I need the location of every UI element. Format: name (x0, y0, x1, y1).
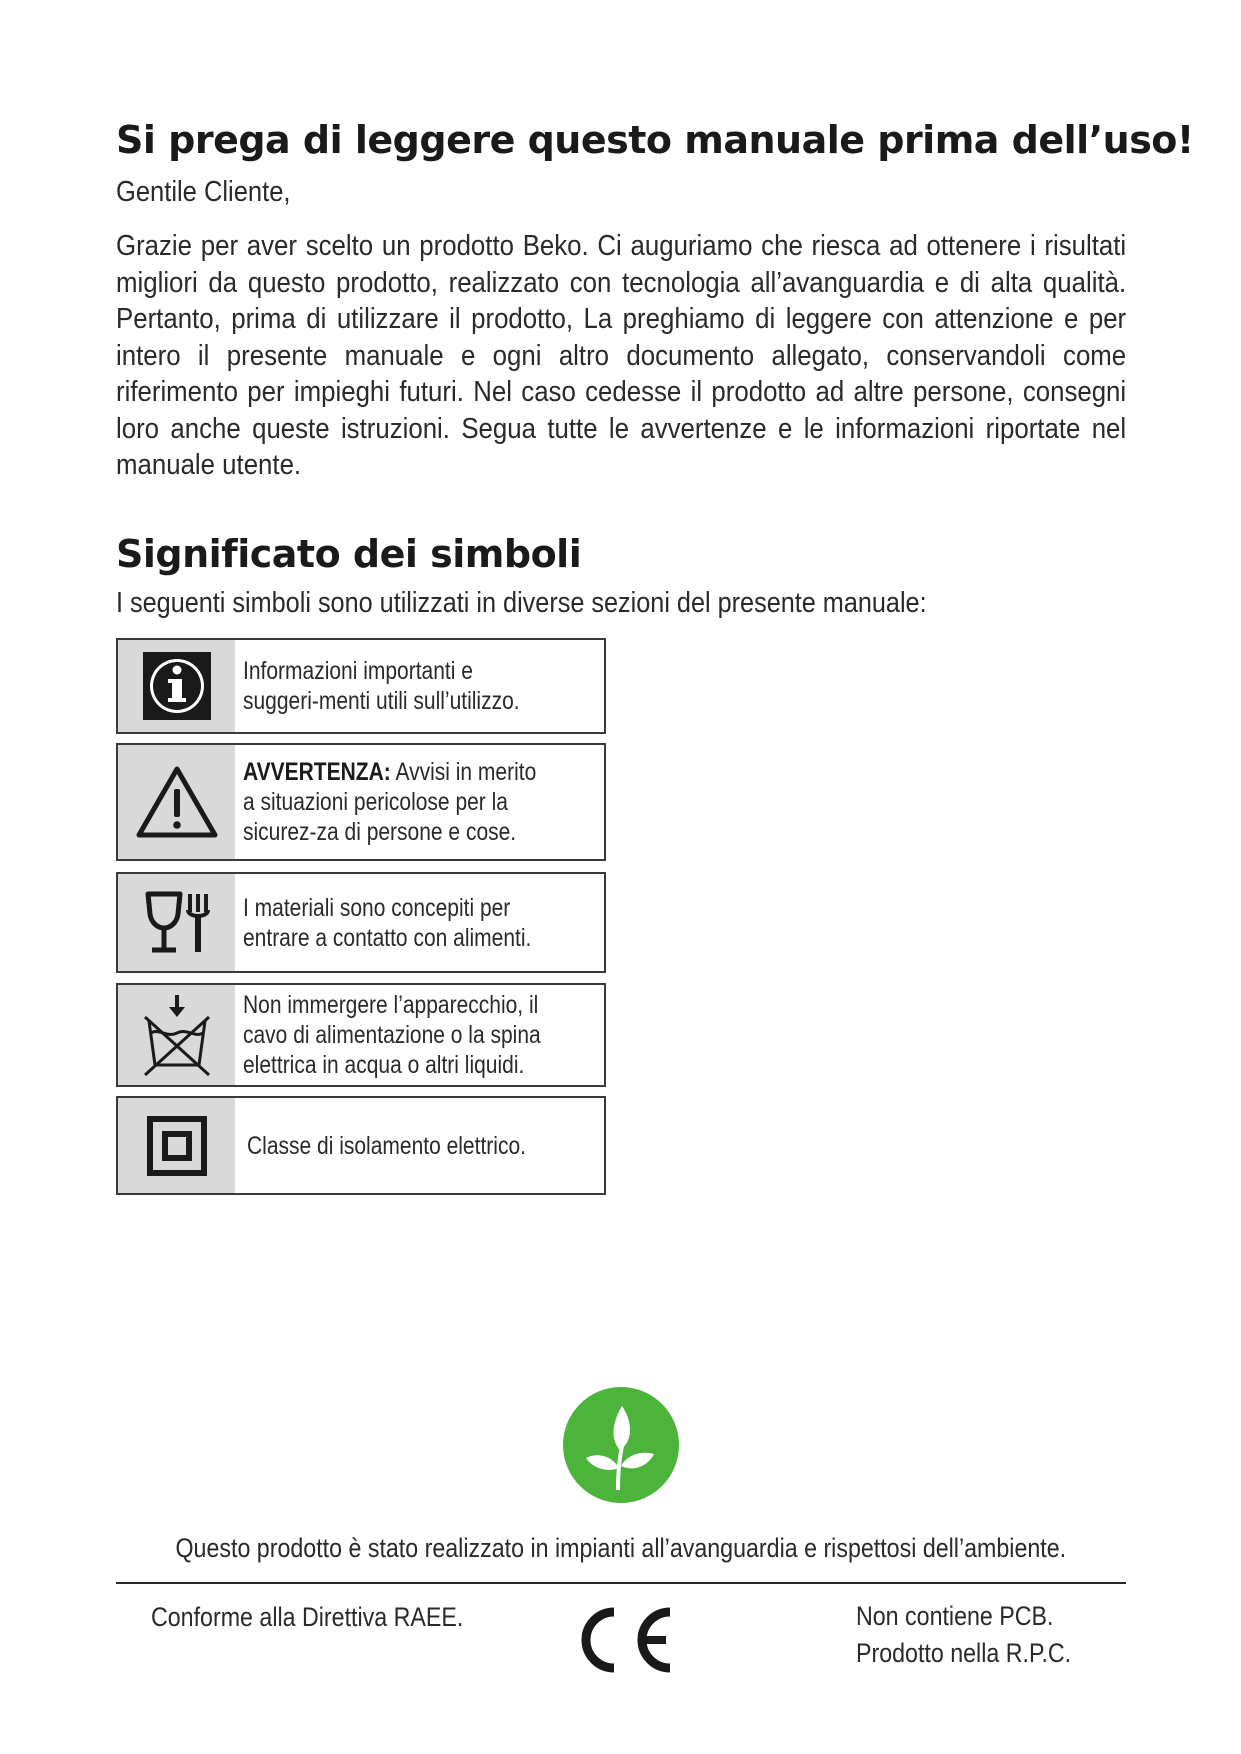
made-in-note: Prodotto nella R.P.C. (856, 1638, 1072, 1668)
greeting: Gentile Cliente, (116, 176, 291, 208)
footer-right-block (856, 1598, 1071, 1672)
do-not-immerse-icon (118, 985, 235, 1085)
footer-divider (116, 1582, 1126, 1584)
food-contact-icon (118, 874, 235, 971)
symbol-insulation-text: Classe di isolamento elettrico. (247, 1131, 526, 1160)
symbol-row-do-not-immerse (116, 983, 606, 1087)
symbol-row-food-contact (116, 872, 606, 973)
symbol-warning-label: AVVERTENZA: (243, 758, 391, 786)
symbol-row-info (116, 638, 606, 734)
symbols-heading: Significato dei simboli (116, 532, 582, 576)
ce-mark-icon (570, 1602, 674, 1678)
raee-compliance: Conforme alla Direttiva RAEE. (151, 1602, 464, 1632)
symbol-warning-text: Avvisi in merito a situazioni pericolose per la sicurez-za di persone e cose. (243, 758, 537, 846)
page-title: Si prega di leggere questo manuale prima dell’uso! (116, 118, 1194, 162)
no-pcb-note: Non contiene PCB. (856, 1601, 1054, 1631)
warning-triangle-icon (118, 745, 235, 859)
eco-statement: Questo prodotto è stato realizzato in impianti all’avanguardia e rispettosi dell’ambiente. (175, 1533, 1066, 1563)
symbols-intro: I seguenti simboli sono utilizzati in diverse sezioni del presente manuale: (116, 587, 927, 619)
symbol-row-insulation (116, 1096, 606, 1195)
symbol-do-not-immerse-text: Non immergere l’apparecchio, il cavo di alimentazione o la spina elettrica in acqua o altri liquidi. (243, 991, 541, 1079)
symbol-info-text: Informazioni importanti e suggeri-menti utili sull’utilizzo. (243, 657, 520, 715)
symbol-food-contact-text: I materiali sono concepiti per entrare a contatto con alimenti. (243, 893, 532, 952)
info-icon (118, 640, 235, 732)
intro-paragraph: Grazie per aver scelto un prodotto Beko. Ci auguriamo che riesca ad ottenere i risultati migliori da questo prodotto, realizzato con tecnologia all’avanguardia e di alta qualità. Pertanto, prima di utilizzare il prodotto, La preghiamo di leggere con attenzione e per intero il presente manuale e ogni altro documento allegato, conservandoli come riferimento per impieghi futuri. Nel caso cedesse il prodotto ad altre persone, consegni loro anche queste istruzioni. Segua tutte le avvertenze e le informazioni riportate nel manuale utente. (116, 230, 1127, 481)
symbol-row-warning (116, 743, 606, 861)
double-insulation-icon (118, 1098, 235, 1193)
eco-leaf-icon (562, 1386, 680, 1504)
